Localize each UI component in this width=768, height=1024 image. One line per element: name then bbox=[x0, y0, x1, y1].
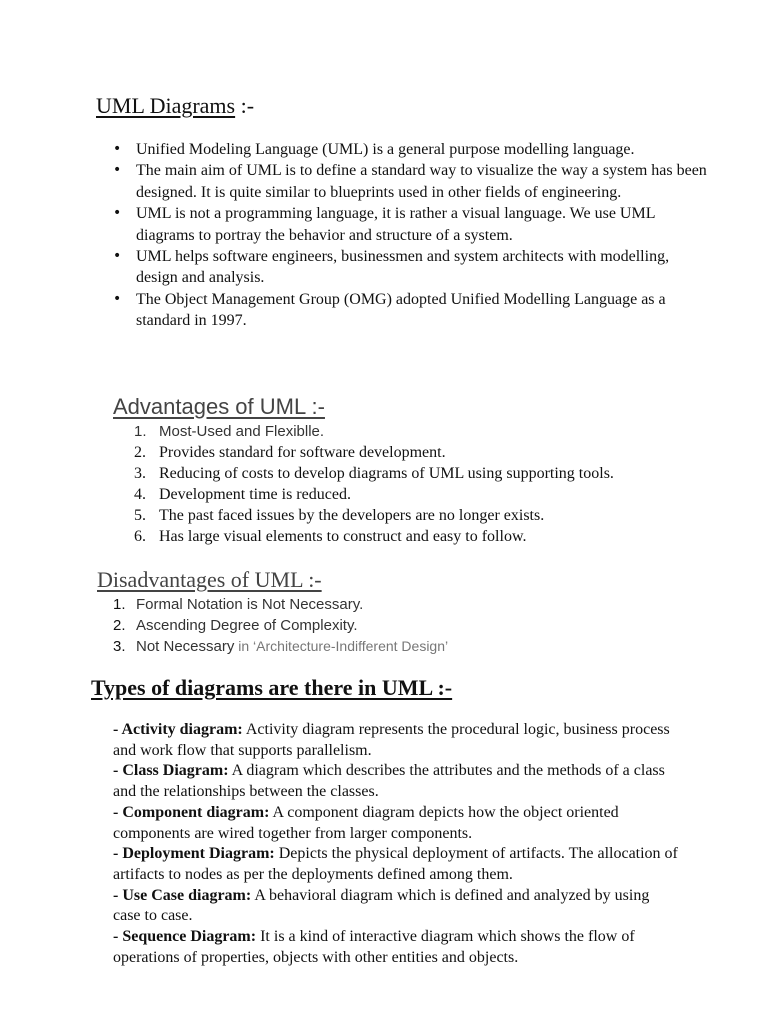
disadvantages-list bbox=[113, 594, 713, 657]
disadvantage-text-extra: in ‘Architecture-Indifferent Design’ bbox=[234, 638, 449, 654]
disadvantage-text: Formal Notation is Not Necessary. bbox=[136, 596, 364, 613]
advantage-text: The past faced issues by the developers are no longer exists. bbox=[159, 507, 545, 524]
advantage-item bbox=[134, 421, 734, 442]
advantage-text: Provides standard for software development. bbox=[159, 444, 446, 461]
bullet-item: • The Object Management Group (OMG) adopted Unified Modelling Language as a standard in 1997. bbox=[113, 289, 713, 332]
diagram-type-term: - Activity diagram: bbox=[113, 721, 243, 738]
diagram-type-item bbox=[113, 886, 678, 927]
diagram-type-term: - Sequence Diagram: bbox=[113, 928, 257, 946]
advantage-item bbox=[134, 463, 734, 484]
diagram-type-term: - Use Case diagram: bbox=[113, 886, 252, 904]
bullet-item: • Unified Modeling Language (UML) is a general purpose modelling language. bbox=[113, 139, 713, 160]
disadvantage-item bbox=[113, 615, 713, 636]
list-number: 5. bbox=[134, 507, 146, 524]
uml-diagrams-heading-suffix: :- bbox=[235, 93, 255, 118]
advantage-item bbox=[134, 484, 734, 505]
advantage-text: Reducing of costs to develop diagrams of UML using supporting tools. bbox=[159, 465, 614, 482]
uml-diagrams-heading-title: UML Diagrams bbox=[96, 93, 236, 118]
diagram-type-item bbox=[113, 927, 678, 968]
advantages-heading: Advantages of UML :- bbox=[113, 394, 325, 419]
list-number: 2. bbox=[113, 617, 126, 634]
advantage-text: Most-Used and Flexiblle. bbox=[159, 423, 325, 440]
disadvantage-item bbox=[113, 594, 713, 615]
diagram-type-description: Depicts the physical deployment of artifacts. The allocation of artifacts to nodes as per the deployments defined among them. bbox=[113, 845, 678, 883]
diagram-type-term: - Deployment Diagram: bbox=[113, 845, 275, 863]
list-number: 1. bbox=[134, 423, 147, 440]
diagram-type-description: A behavioral diagram which is defined and analyzed by using case to case. bbox=[113, 886, 650, 925]
disadvantage-text: Not Necessary bbox=[136, 638, 235, 655]
diagram-type-term: - Component diagram: bbox=[113, 803, 270, 821]
diagram-type-description: It is a kind of interactive diagram which shows the flow of operations of properties, objects with other entities and objects. bbox=[113, 928, 635, 966]
uml-diagrams-heading bbox=[96, 92, 254, 120]
diagram-type-item bbox=[113, 803, 678, 844]
list-number: 2. bbox=[134, 444, 146, 461]
advantage-text: Development time is reduced. bbox=[159, 486, 351, 503]
diagram-type-description: Activity diagram represents the procedural logic, business process and work flow that supports parallelism. bbox=[113, 721, 670, 759]
list-number: 3. bbox=[113, 638, 126, 655]
advantage-text: Has large visual elements to construct and easy to follow. bbox=[159, 528, 527, 545]
diagram-types-list bbox=[113, 720, 678, 968]
advantage-item bbox=[134, 505, 734, 526]
disadvantages-heading: Disadvantages of UML :- bbox=[97, 567, 322, 592]
bullet-item: • UML helps software engineers, businessmen and system architects with modelling, design and analysis. bbox=[113, 246, 713, 289]
list-number: 1. bbox=[113, 596, 126, 613]
uml-intro-bullet-list bbox=[113, 139, 713, 332]
bullet-item: • UML is not a programming language, it is rather a visual language. We use UML diagrams to portray the behavior and structure of a system. bbox=[113, 203, 713, 246]
advantage-item bbox=[134, 526, 734, 547]
advantages-list bbox=[134, 421, 734, 547]
list-number: 3. bbox=[134, 465, 146, 482]
diagram-type-item bbox=[113, 720, 678, 761]
diagram-type-item bbox=[113, 761, 678, 802]
diagram-type-item bbox=[113, 844, 678, 885]
bullet-item: • The main aim of UML is to define a standard way to visualize the way a system has been designed. It is quite similar to blueprints used in other fields of engineering. bbox=[113, 160, 713, 203]
diagram-type-description: A component diagram depicts how the object oriented components are wired together from larger components. bbox=[113, 803, 619, 842]
list-number: 4. bbox=[134, 486, 146, 503]
diagram-types-heading: Types of diagrams are there in UML :- bbox=[91, 675, 453, 700]
diagram-type-term: - Class Diagram: bbox=[113, 762, 229, 780]
disadvantage-text: Ascending Degree of Complexity. bbox=[136, 617, 358, 634]
disadvantage-item bbox=[113, 636, 713, 657]
advantage-item bbox=[134, 442, 734, 463]
diagram-type-description: A diagram which describes the attributes and the methods of a class and the relationships between the classes. bbox=[113, 762, 665, 801]
list-number: 6. bbox=[134, 528, 146, 545]
